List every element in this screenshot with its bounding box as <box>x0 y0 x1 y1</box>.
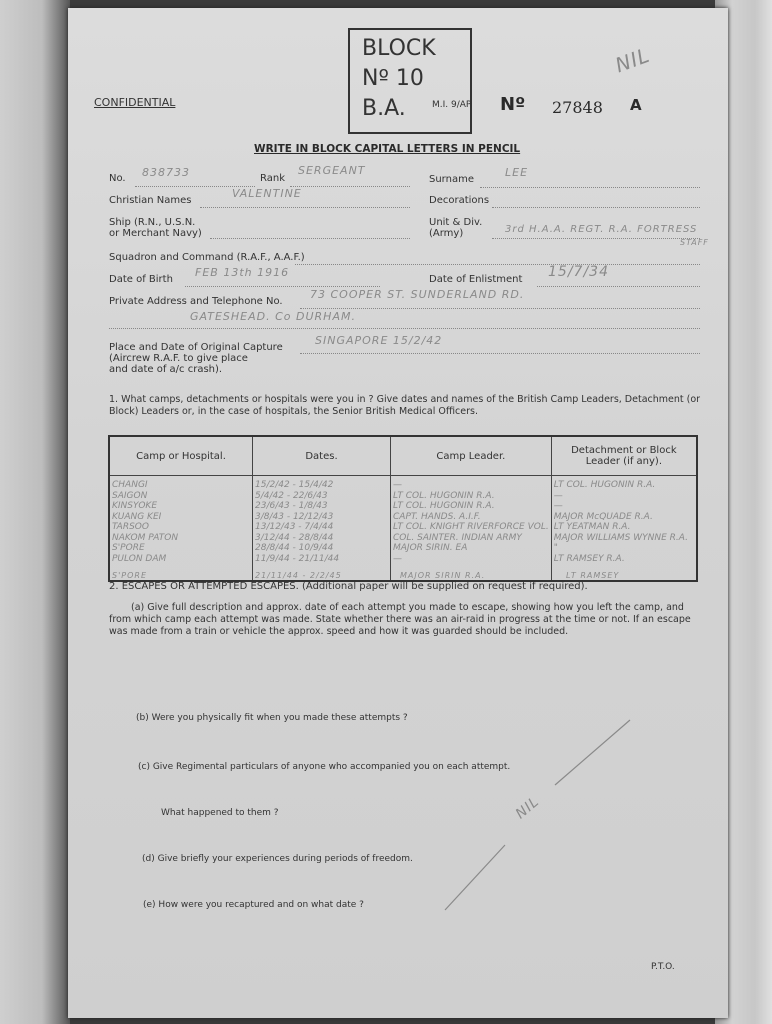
dates-cell[interactable] <box>253 476 391 582</box>
cell-entry: 3/8/43 - 12/12/43 <box>255 511 334 522</box>
ship-label-2: or Merchant Navy) <box>109 228 202 239</box>
nil-annotation: NIL <box>611 42 654 78</box>
left-page-edge <box>0 0 70 1024</box>
unit-label-2: (Army) <box>429 228 464 239</box>
cell-entry: NAKOM PATON <box>112 532 179 543</box>
camps-table <box>108 435 698 582</box>
question-c2: What happened to them ? <box>161 808 279 818</box>
nil-annotation-2: NIL <box>512 793 543 823</box>
unit-label <box>429 217 482 239</box>
surname-value[interactable]: LEE <box>505 166 529 179</box>
cell-entry: MAJOR McQUADE R.A. <box>553 511 653 522</box>
cell-entry: KINSYOKE <box>112 501 158 511</box>
squadron-label: Squadron and Command (R.A.F., A.A.F.) <box>109 252 305 263</box>
cell-entry: PULON DAM <box>112 553 167 564</box>
cell-entry: 11/9/44 - 21/11/44 <box>255 553 340 564</box>
rank-label: Rank <box>260 173 285 184</box>
cell-entry: LT COL. HUGONIN R.A. <box>553 480 656 490</box>
question-c: (c) Give Regimental particulars of anyone who accompanied you on each attempt. <box>138 762 511 772</box>
no-value[interactable]: 838733 <box>142 166 190 179</box>
unit-value-2: STAFF <box>680 238 709 247</box>
cell-entry: COL. SAINTER. INDIAN ARMY <box>393 532 522 543</box>
cell-entry: LT RAMSEY R.A. <box>553 553 625 564</box>
leader-cell[interactable] <box>391 476 552 582</box>
cell-entry: TARSOO <box>112 522 149 532</box>
overflow-camp: S'PORE <box>112 571 148 580</box>
cell-entry: LT COL. HUGONIN R.A. <box>393 490 495 501</box>
christian-names-label: Christian Names <box>109 195 192 206</box>
question-b: (b) Were you physically fit when you made these attempts ? <box>136 713 408 723</box>
unit-value[interactable]: 3rd H.A.A. REGT. R.A. FORTRESS <box>505 224 698 235</box>
instruction: WRITE IN BLOCK CAPITAL LETTERS IN PENCIL <box>254 143 521 155</box>
question-a: (a) Give full description and approx. date of each attempt you made to escape, showing how you left the camp, and from which camp each attempt was made. State whether there was an air-raid in progress at the time or not. If an escape was made from a train or vehicle the approx. speed and how it was guarded should be included. <box>109 602 691 637</box>
cell-entry: S'PORE <box>112 543 145 553</box>
section1-question: 1. What camps, detachments or hospitals were you in ? Give dates and names of the British Camp Leaders, Detachment (or Block) Leaders or, in the case of hospitals, the Senior British Medical Officers. <box>109 394 701 417</box>
cell-entry: LT COL. KNIGHT RIVERFORCE VOL. <box>393 522 549 532</box>
enlistment-label: Date of Enlistment <box>429 274 523 285</box>
question-e: (e) How were you recaptured and on what date ? <box>143 900 364 910</box>
cell-entry: CHANGI <box>112 480 148 490</box>
cell-entry: — <box>393 553 402 564</box>
col-detachment: Detachment or Block Leader (if any). <box>551 436 697 476</box>
nil-strike-line <box>440 715 640 915</box>
capture-value[interactable]: SINGAPORE 15/2/42 <box>315 334 443 347</box>
address-value-2[interactable]: GATESHEAD. Co DURHAM. <box>190 310 356 323</box>
christian-names-value[interactable]: VALENTINE <box>232 187 302 200</box>
detachment-cell[interactable] <box>551 476 697 582</box>
form-suffix: A <box>630 96 642 114</box>
cell-entry: LT COL. HUGONIN R.A. <box>393 501 495 511</box>
surname-label: Surname <box>429 174 474 185</box>
classification: CONFIDENTIAL <box>94 96 176 109</box>
overflow-dates: 21/11/44 - 2/2/45 <box>255 571 342 580</box>
cell-entry: 15/2/42 - 15/4/42 <box>255 480 334 490</box>
form-number: 27848 <box>552 98 603 117</box>
question-d: (d) Give briefly your experiences during periods of freedom. <box>142 854 413 864</box>
cell-entry: 23/6/43 - 1/8/43 <box>255 501 328 511</box>
cell-entry: 5/4/42 - 22/6/43 <box>255 490 328 501</box>
decorations-label: Decorations <box>429 195 490 206</box>
ship-label <box>109 217 202 239</box>
overflow-leader: MAJOR SIRIN R.A. <box>400 571 486 580</box>
stamp-line: B.A. <box>362 96 406 121</box>
col-camp: Camp or Hospital. <box>109 436 253 476</box>
address-value-1[interactable]: 73 COOPER ST. SUNDERLAND RD. <box>310 288 525 301</box>
enlistment-value[interactable]: 15/7/34 <box>548 264 609 280</box>
cell-entry: LT YEATMAN R.A. <box>553 522 631 532</box>
table-row <box>109 476 697 582</box>
cell-entry: " <box>553 543 558 553</box>
cell-entry: MAJOR WILLIAMS WYNNE R.A. <box>553 532 688 543</box>
cell-entry: MAJOR SIRIN. EA <box>393 543 468 553</box>
stamp-line: BLOCK <box>362 36 436 61</box>
capture-label <box>109 342 283 375</box>
camp-cell[interactable] <box>109 476 253 582</box>
rank-value[interactable]: SERGEANT <box>298 164 366 177</box>
dob-label: Date of Birth <box>109 274 173 285</box>
number-label: Nº <box>500 94 526 115</box>
col-dates: Dates. <box>253 436 391 476</box>
dob-value[interactable]: FEB 13th 1916 <box>195 266 290 279</box>
address-label: Private Address and Telephone No. <box>109 296 283 307</box>
cell-entry: 13/12/43 - 7/4/44 <box>255 522 334 532</box>
col-leader: Camp Leader. <box>391 436 552 476</box>
capture-label-3: and date of a/c crash). <box>109 364 223 375</box>
section2-title: 2. ESCAPES OR ATTEMPTED ESCAPES. (Additional paper will be supplied on request if required). <box>109 581 588 592</box>
cell-entry: SAIGON <box>112 490 148 501</box>
pto: P.T.O. <box>651 962 675 972</box>
cell-entry: — <box>553 501 563 511</box>
overflow-detachment: LT RAMSEY <box>566 571 620 580</box>
ref: M.I. 9/AP <box>432 100 472 110</box>
capture-label-2: (Aircrew R.A.F. to give place <box>109 353 248 364</box>
stamp-line: Nº 10 <box>362 66 424 91</box>
capture-label-1: Place and Date of Original Capture <box>109 342 283 353</box>
cell-entry: CAPT. HANDS. A.I.F. <box>393 511 481 522</box>
no-label: No. <box>109 173 126 184</box>
cell-entry: KUANG KEI <box>112 511 162 522</box>
unit-label-1: Unit & Div. <box>429 217 483 228</box>
cell-entry: — <box>393 480 402 490</box>
ship-label-1: Ship (R.N., U.S.N. <box>109 217 196 228</box>
cell-entry: 3/12/44 - 28/8/44 <box>255 532 334 543</box>
cell-entry: — <box>553 490 563 501</box>
block-stamp <box>348 28 472 134</box>
cell-entry: 28/8/44 - 10/9/44 <box>255 543 334 553</box>
